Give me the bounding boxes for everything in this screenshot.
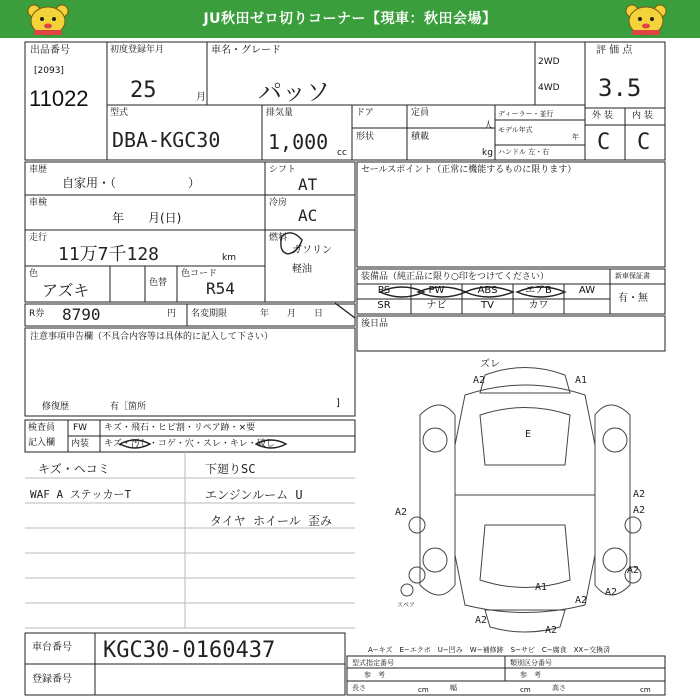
interior-value: C [637, 130, 651, 155]
inspector-fw-label: FW [73, 423, 88, 433]
ac-value: AC [298, 206, 318, 225]
shape-label: 形状 [356, 132, 375, 142]
recycle-unit: 円 [167, 309, 177, 319]
spare-label: スペア [397, 602, 416, 609]
ref-label-2: 参 考 [520, 671, 541, 679]
equipment-item: SR [377, 300, 391, 311]
guarantee-label: 新車保証書 [615, 272, 650, 280]
first-reg-month: 月 [196, 92, 206, 103]
history-value: 自家用・（ ） [62, 176, 201, 190]
diagram-mark: E [525, 429, 532, 440]
capacity-label: 定員 [411, 108, 430, 118]
equipment-item: エアB [525, 285, 552, 296]
diagram-mark: A2 [395, 507, 408, 518]
drive-4wd: 4WD [538, 83, 560, 93]
diagram-mark: A2 [575, 595, 588, 606]
displacement-value: 1,000 [268, 130, 329, 154]
capacity-unit: 人 [484, 121, 494, 131]
diagram-mark: A2 [633, 505, 646, 516]
car-name-label: 車名・グレード [211, 45, 281, 56]
inspector-fw-value: キズ・飛石・ヒビ割・リペア跡・×要 [104, 423, 256, 433]
type-desig-label: 型式指定番号 [352, 659, 394, 667]
ac-label: 冷房 [269, 198, 288, 208]
inspector-interior-value: キズ・汚し・コゲ・穴・スレ・キレ・破し [104, 439, 275, 449]
shift-label: シフト [269, 165, 297, 175]
ref-label-1: 参 考 [364, 671, 385, 679]
interior-label: 内 装 [632, 111, 653, 121]
width-label: 幅 [450, 684, 457, 692]
equipment-item: ABS [477, 285, 498, 296]
equipment-item: TV [481, 300, 494, 311]
hw-note: エンジンルーム U [205, 488, 303, 502]
equipment-row2 [357, 300, 610, 314]
name-change-label: 名変期限 [191, 309, 228, 319]
equipment-title: 装備品（純正品に限り○印をつけてください） [361, 272, 549, 282]
fuel-value2: 軽油 [292, 264, 312, 275]
diagram-mark: A1 [535, 582, 548, 593]
diagram-mark: ズレ [480, 359, 500, 370]
car-diagram [395, 355, 660, 645]
color-code-value: R54 [206, 279, 235, 298]
recycle-label: R券 [29, 309, 45, 319]
car-name-value: パッソ [258, 78, 330, 106]
exterior-value: C [597, 130, 611, 155]
chassis-value: KGC30-0160437 [103, 638, 276, 663]
inspector-label1: 検査員 [28, 423, 56, 433]
grade-label: 評 価 点 [596, 45, 633, 56]
model-value: DBA-KGC30 [112, 128, 221, 152]
color-no-label: 色替 [149, 278, 168, 288]
hw-note: 下廻りSC [205, 462, 256, 476]
cm-unit-3: cm [640, 686, 651, 694]
chassis-label: 車台番号 [32, 642, 72, 653]
equipment-item: AW [578, 285, 596, 296]
mileage-unit: km [222, 253, 236, 263]
dealer-label: ディーラー・並行 [498, 110, 554, 118]
class-label: 類別区分番号 [510, 659, 552, 667]
displacement-unit: cc [337, 148, 347, 158]
diagram-mark: A2 [475, 615, 488, 626]
inspection-value: 年 月(日) [112, 211, 182, 225]
model-label: 型式 [110, 108, 129, 118]
handle-label: ハンドル 左・右 [498, 148, 550, 156]
door-label: ドア [356, 108, 374, 118]
diagram-mark: A2 [605, 587, 618, 598]
diagram-mark: A1 [575, 375, 588, 386]
lot-sub: [2093] [34, 66, 64, 76]
repair-value: 有［箇所 [110, 402, 147, 412]
repair-label: 修復歴 [42, 402, 70, 412]
height-label: 高さ [552, 684, 566, 692]
fuel-value1: ガソリン [292, 245, 332, 256]
equipment-item: カワ [528, 300, 549, 311]
guarantee-value: 有・無 [618, 293, 648, 304]
first-reg-year: 25 [130, 78, 157, 103]
length-label: 長さ [352, 684, 366, 692]
diagram-mark: A2 [627, 565, 640, 576]
cm-unit-1: cm [418, 686, 429, 694]
lot-number: 11022 [29, 86, 89, 111]
equipment-item: ナビ [426, 300, 447, 311]
mileage-label: 走行 [29, 233, 48, 243]
model-year-label: モデル年式 [498, 126, 533, 134]
drive-2wd: 2WD [538, 57, 560, 67]
first-reg-label: 初度登録年月 [110, 45, 165, 55]
color-code-label: 色コード [181, 269, 218, 279]
grade-value: 3.5 [598, 74, 642, 102]
hw-note: キズ・ヘコミ [38, 462, 110, 476]
diagram-legend: A−キズ E−エクボ U−凹み W−補修跡 S−サビ C−腐食 XX−交換済 [368, 646, 611, 654]
recycle-value: 8790 [62, 305, 101, 324]
reg-no-label: 登録番号 [32, 674, 72, 685]
shift-value: AT [298, 175, 318, 194]
cm-unit-2: cm [520, 686, 531, 694]
exterior-label: 外 装 [592, 111, 613, 121]
model-year-unit: 年 [572, 133, 579, 141]
name-change-value: 年 月 日 [260, 309, 324, 319]
load-label: 積載 [411, 132, 430, 142]
color-value: アズキ [42, 281, 90, 300]
aftermarket-label: 後日品 [361, 319, 389, 329]
diagram-mark: A2 [545, 625, 558, 636]
hw-note: WAF A ステッカーT [30, 488, 132, 501]
equipment-row1 [357, 285, 610, 299]
mileage-value: 11万7千128 [58, 244, 160, 265]
equipment-item: PS [377, 285, 391, 296]
load-unit: kg [482, 148, 493, 158]
sales-point-title: セールスポイント（正常に機能するものに限ります） [361, 165, 577, 175]
diagram-mark: A2 [633, 489, 646, 500]
hw-note: タイヤ ホイール 歪み [210, 514, 332, 528]
diagram-mark: A2 [473, 375, 486, 386]
inspector-label2: 記入欄 [28, 438, 56, 448]
fuel-label: 燃料 [269, 233, 288, 243]
inspector-interior-label: 内装 [71, 439, 90, 449]
lot-label: 出品番号 [30, 45, 70, 56]
banner-title: JU秋田ゼロ切りコーナー【現車：秋田会場】 [203, 11, 497, 27]
inspection-label: 車検 [29, 198, 48, 208]
notes-title: 注意事項申告欄（不具合内容等は具体的に記入して下さい） [30, 332, 274, 342]
color-label: 色 [29, 269, 39, 279]
history-label: 車歴 [29, 165, 48, 175]
displacement-label: 排気量 [266, 108, 294, 118]
equipment-item: PW [428, 285, 445, 296]
